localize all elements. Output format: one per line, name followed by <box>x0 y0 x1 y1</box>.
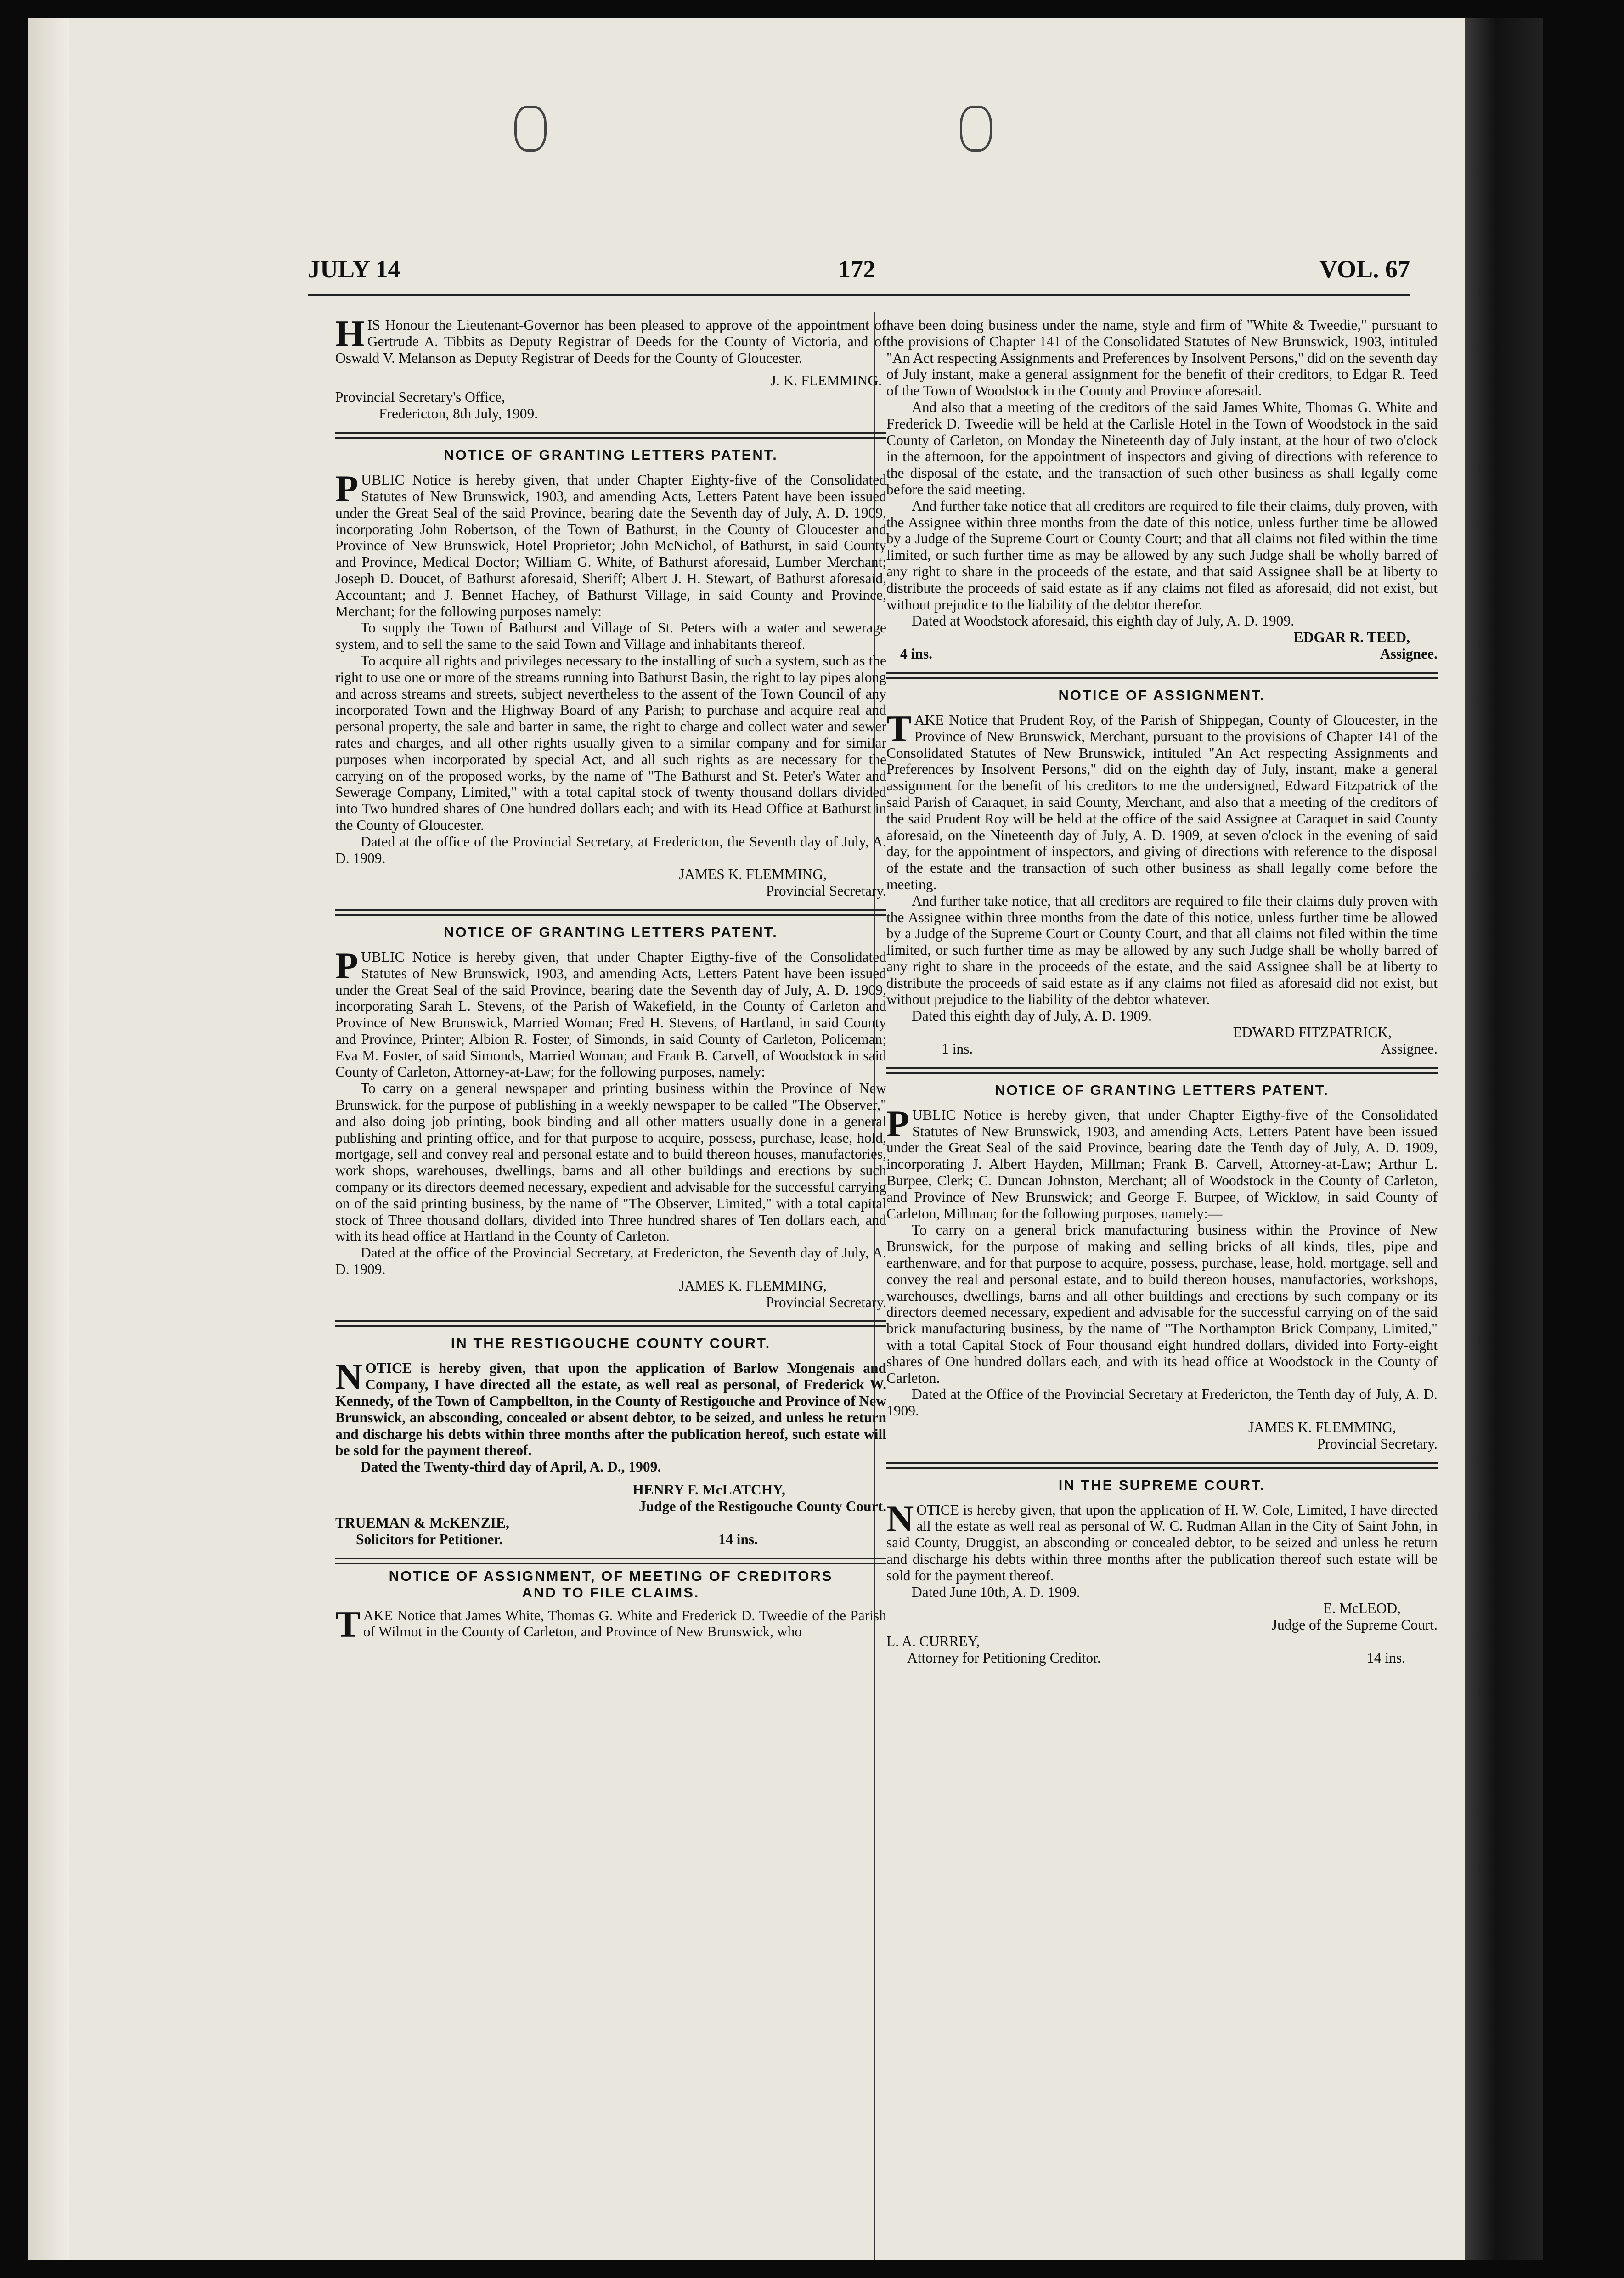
signer-line <box>886 646 1438 662</box>
insertion-count: 14 ins. <box>1366 1649 1405 1666</box>
solicitors-line <box>335 1531 886 1548</box>
notice-paragraph: Dated at the Office of the Provincial Secretary at Fredericton, the Tenth day of July, A. D. 1909. <box>886 1386 1438 1419</box>
left-column <box>335 313 886 1645</box>
header-volume: VOL. 67 <box>1320 255 1410 283</box>
section-rule <box>335 1558 886 1564</box>
section-heading: NOTICE OF ASSIGNMENT, OF MEETING OF CREDITORS <box>389 1568 833 1584</box>
adjacent-page-edge <box>1465 18 1543 2260</box>
signer: EDGAR R. TEED, <box>1293 629 1410 646</box>
notice-paragraph: Dated at the office of the Provincial Secretary, at Fredericton, the Seventh day of July, A. D. 1909. <box>335 833 886 866</box>
notice-paragraph: TAKE Notice that James White, Thomas G. White and Frederick D. Tweedie of the Parish of Wilmot in the County of Carleton, and Province of New Brunswick, who <box>335 1603 886 1645</box>
notice-paragraph: To carry on a general newspaper and printing business within the Province of New Brunswick, for the purpose of publishing in a weekly newspaper to be called "The Observer," and also doing job printing, book binding and all other matters usually done in a general publishing and printing office, and for that purpose to acquire, possess, purchase, lease, hold, mortgage, sell and convey real and personal estate and to build thereon houses, manufactories, work shops, warehouses, dwellings, barns and all other buildings and erections by such company or its directors deemed necessary, expedient and advisable for the successful carrying on of the said printing business, by the name of "The Observer, Limited," with a total capital stock of Three thousand dollars, divided into Three hundred shares of Ten dollars each, and with its head office at Hartland in the County of Carleton. <box>335 1080 886 1245</box>
page-number: 172 <box>838 255 875 283</box>
section-heading: NOTICE OF GRANTING LETTERS PATENT. <box>995 1082 1329 1098</box>
notice-paragraph: PUBLIC Notice is hereby given, that under Chapter Eigthy-five of the Consolidated Statutes of New Brunswick, 1903, and amending Acts, Letters Patent have been issued under the Great Seal of the said Province, bearing date the Tenth day of July, A. D. 1909, incorporating J. Albert Hayden, Millman; Frank B. Carvell, Attorney-at-Law; Arthur L. Burpee, Clerk; C. Duncan Johnston, Merchant; all of Woodstock in the County of Carleton, and Province of New Brunswick; and George F. Burpee, of Wicklow, in said County of Carleton, Millman; for the following purposes, namely:— <box>886 1102 1438 1222</box>
signer: JAMES K. FLEMMING, <box>1248 1419 1396 1436</box>
insertion-count: 4 ins. <box>900 645 933 662</box>
appointment-notice: HIS Honour the Lieutenant-Governor has been pleased to approve of the appointment of Gertrude A. Tibbits as Deputy Registrar of Deeds for the County of Victoria, and of Oswald V. Melanson as Deputy Registrar of Deeds for the County of Gloucester. <box>335 313 886 366</box>
signer-title: Assignee. <box>1381 1040 1438 1057</box>
attorney-line <box>886 1650 1438 1666</box>
signer: HENRY F. McLATCHY, <box>632 1482 785 1498</box>
binding-hole <box>960 106 992 152</box>
header-rule <box>308 294 1410 296</box>
section-heading: NOTICE OF ASSIGNMENT. <box>1058 687 1266 703</box>
right-column <box>886 317 1438 1666</box>
section-rule <box>335 909 886 916</box>
notice-paragraph: PUBLIC Notice is hereby given, that under Chapter Eigthy-five of the Consolidated Statutes of New Brunswick, 1903, and amending Acts, Letters Patent have been issued under the Great Seal of the said Province, bearing date the Seventh day of July, A. D. 1909, incorporating Sarah L. Stevens, of the Parish of Wakefield, in the County of Carleton and Province of New Brunswick, Married Woman; Fred H. Stevens, of Hartland, in said County and Province, Printer; Albion R. Foster, of Simonds, in said County of Carleton, Policeman; Eva M. Foster, of said Simonds, Married Woman; and Frank B. Carvell, of Woodstock in said County of Carleton, Attorney-at-Law; for the following purposes, namely: <box>335 944 886 1080</box>
section-rule <box>886 1462 1438 1469</box>
notice-paragraph: NOTICE is hereby given, that upon the application of H. W. Cole, Limited, I have directed all the estate as well real as personal of W. C. Rudman Allan in the City of Saint John, in said County, Druggist, an absconding or concealed debtor, to be seized and unless he return and discharge his debts within three months after the publication thereof such estate will be sold for the payment thereof. <box>886 1497 1438 1584</box>
page-binding <box>28 18 69 2260</box>
section-heading: NOTICE OF GRANTING LETTERS PATENT. <box>444 447 778 463</box>
section-heading: IN THE RESTIGOUCHE COUNTY COURT. <box>451 1335 771 1352</box>
solicitors-title: Solicitors for Petitioner. <box>356 1531 503 1547</box>
section-heading: AND TO FILE CLAIMS. <box>522 1584 700 1601</box>
signer-title: Provincial Secretary. <box>1317 1435 1438 1452</box>
notice-paragraph: To acquire all rights and privileges necessary to the installing of such a system, such as the right to use one or more of the streams running into Bathurst Basin, the right to lay pipes along and across streams and streets, subject nevertheless to the assent of the Town Council of any incorporated Town and the Highway Board of any Parish; to purchase and acquire real and personal property, the sale and barter in same, the right to charge and collect water and sewer rates and charges, and all other rights usually given to a similar company and for similar purposes when incorporated by special Act, and all such rights as are necessary for the carrying on of the proposed works, by the name of "The Bathurst and St. Peter's Water and Sewerage Company, Limited," with a total capital stock of twenty thousand dollars divided into Two hundred shares of One hundred dollars each; and with its Head Office at Bathurst in the County of Gloucester. <box>335 652 886 833</box>
notice-paragraph: Dated at Woodstock aforesaid, this eighth day of July, A. D. 1909. <box>912 613 1294 629</box>
notice-paragraph: NOTICE is hereby given, that upon the application of Barlow Mongenais and Company, I have directed all the estate, as well real as personal, of Frederick W. Kennedy, of the Town of Campbellton, in the County of Restigouche and Province of New Brunswick, an absconding, concealed or absent debtor, to be seized, and unless he return and discharge his debts within three months after the publication hereof, such estate will be sold for the payment thereof. <box>335 1356 886 1459</box>
solicitors-name: TRUEMAN & McKENZIE, <box>335 1514 509 1531</box>
signer: JAMES K. FLEMMING, <box>678 866 827 883</box>
signer: EDWARD FITZPATRICK, <box>1233 1024 1392 1041</box>
notice-paragraph: And also that a meeting of the creditors of the said James White, Thomas G. White and Frederick D. Tweedie will be held at the Carlisle Hotel in the Town of Woodstock in the said County of Carleton, on Monday the Nineteenth day of July instant, at the hour of two o'clock in the afternoon, for the appointment of inspectors and giving of directions with reference to the disposal of the estate, and the transaction of such other business as shall legally come before the said meeting. <box>886 399 1438 497</box>
signer-title: Judge of the Supreme Court. <box>1271 1617 1438 1633</box>
binding-hole <box>514 106 547 152</box>
section-rule <box>886 1067 1438 1074</box>
insertion-count: 1 ins. <box>942 1040 973 1057</box>
section-heading: NOTICE OF GRANTING LETTERS PATENT. <box>444 924 778 940</box>
notice-paragraph: Dated June 10th, A. D. 1909. <box>912 1584 1080 1600</box>
notice-paragraph: have been doing business under the name, style and firm of "White & Tweedie," pursuant to the provisions of Chapter 141 of the Consolidated Statutes of New Brunswick, 1903, intituled "An Act respecting Assignments and Preferences by Insolvent Persons," did on the seventh day of July instant, make a general assignment for the benefit of their creditors, to Edgar R. Teed of the Town of Woodstock in the County and Province aforesaid. <box>886 317 1438 399</box>
signer-line <box>886 1041 1438 1057</box>
signer-title: Provincial Secretary. <box>766 883 886 899</box>
appointment-signer: J. K. FLEMMING. <box>770 372 882 389</box>
signer: JAMES K. FLEMMING, <box>678 1277 827 1294</box>
notice-paragraph: And further take notice, that all creditors are required to file their claims duly proven with the Assignee within three months from the date of this notice, unless further time be allowed by a Judge of the Supreme Court or County Court, and that all claims not filed within the time limited, or such further time as may be allowed by any such Judge shall be wholly barred of any right to share in the proceeds of the estate, and the said Assignee shall be at liberty to distribute the proceeds of said estate as if any claims not filed as aforesaid did not exist, but without prejudice to the liability of the debtor whatever. <box>886 892 1438 1008</box>
notice-paragraph: And further take notice that all creditors are required to file their claims, duly proven, with the Assignee within three months from the date of this notice, unless further time be allowed by a Judge of the Supreme Court or County Court; and that all claims not filed within the time limited, or such further time as may be allowed by any such Judge shall be wholly barred of any right to share in the proceeds of the estate, and that said Assignee shall be at liberty to distribute the proceeds of said estate as if any claims not filed as aforesaid, did not exist, but without prejudice to the liability of the debtor therefor. <box>886 497 1438 613</box>
section-rule <box>335 432 886 439</box>
office-date: Fredericton, 8th July, 1909. <box>379 406 538 422</box>
signer-title: Judge of the Restigouche County Court. <box>639 1498 886 1514</box>
section-rule <box>335 1320 886 1327</box>
office-line: Provincial Secretary's Office, <box>335 389 505 406</box>
running-header <box>308 255 1410 292</box>
newspaper-page <box>28 18 1543 2260</box>
insertion-count: 14 ins. <box>718 1531 758 1547</box>
header-date: JULY 14 <box>308 255 400 283</box>
section-rule <box>886 672 1438 679</box>
section-heading: IN THE SUPREME COURT. <box>1058 1477 1266 1493</box>
signer-title: Provincial Secretary. <box>766 1294 886 1310</box>
attorney-name: L. A. CURREY, <box>886 1633 980 1649</box>
notice-paragraph: Dated at the office of the Provincial Secretary, at Fredericton, the Seventh day of July, A. D. 1909. <box>335 1245 886 1278</box>
signer: E. McLEOD, <box>1323 1600 1401 1617</box>
notice-paragraph: Dated this eighth day of July, A. D. 1909. <box>912 1008 1152 1024</box>
notice-paragraph: To carry on a general brick manufacturing business within the Province of New Brunswick, for the purpose of making and selling bricks of all kinds, tiles, pipe and earthenware, and for that purpose to acquire, possess, purchase, lease, hold, mortgage, sell and convey the real and personal estate, and to build thereon houses, manufactories, workshops, warehouses, dwellings, barns and all other buildings and erections by such company or its directors deemed necessary, expedient and advisable for the successful carrying on of the said brick manufacturing business, by the name of "The Northampton Brick Company, Limited," with a total Capital Stock of Four thousand eight hundred dollars, divided into Forty-eight shares of One hundred dollars each, and with its head office at Woodstock in the County of Carleton. <box>886 1222 1438 1386</box>
notice-paragraph: To supply the Town of Bathurst and Village of St. Peters with a water and sewerage system, and to sell the same to the said Town and Village and inhabitants thereof. <box>335 620 886 653</box>
notice-paragraph: TAKE Notice that Prudent Roy, of the Parish of Shippegan, County of Gloucester, in the Province of New Brunswick, Merchant, pursuant to the provisions of Chapter 141 of the Consolidated Statutes of New Brunswick, intituled "An Act respecting Assignments and Preferences by Insolvent Persons," did on the eighth day of July, instant, make a general assignment for the benefit of his creditors to me the undersigned, Edward Fitzpatrick of the said Parish of Caraquet, in said County, Merchant, and also that a meeting of the creditors of the said Prudent Roy will be held at the office of the said Assignee at Caraquet in said County aforesaid, on the Nineteenth day of July, A. D. 1909, at seven o'clock in the evening of said day, for the appointment of inspectors, and giving of directions with reference to the disposal of the estate and the transaction of such other business as shall legally come before the meeting. <box>886 707 1438 892</box>
signer-title: Assignee. <box>1380 645 1438 662</box>
attorney-title: Attorney for Petitioning Creditor. <box>907 1649 1101 1666</box>
notice-paragraph: PUBLIC Notice is hereby given, that under Chapter Eighty-five of the Consolidated Statutes of New Brunswick, 1903, and amending Acts, Letters Patent have been issued under the Great Seal of the said Province, bearing date the Seventh day of July, A. D. 1909, incorporating John Robertson, of the Town of Bathurst, in the County of Gloucester and Province of New Brunswick, Hotel Proprietor; John McNichol, of Bathurst, in said County and Province, Medical Doctor; William G. White, of Bathurst aforesaid, Lumber Merchant; Joseph D. Doucet, of Bathurst aforesaid, Sheriff; Albert J. H. Stewart, of Bathurst aforesaid, Accountant; and J. Bennet Hachey, of Bathurst Village, in said County and Province, Merchant; for the following purposes namely: <box>335 468 886 620</box>
notice-paragraph: Dated the Twenty-third day of April, A. D., 1909. <box>361 1459 661 1475</box>
